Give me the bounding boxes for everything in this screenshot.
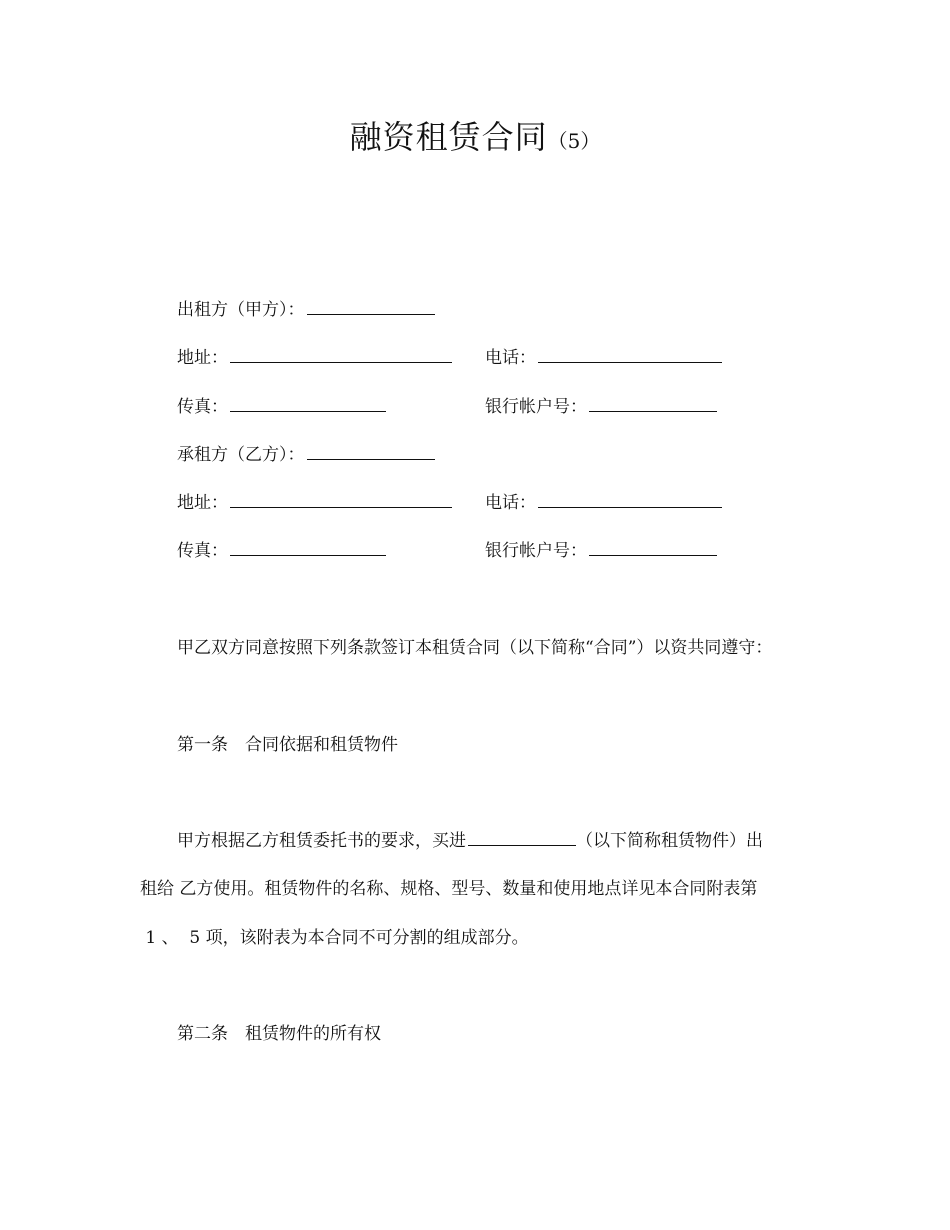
lessor-address-line [177,346,452,370]
lessor-bank-label: 银行帐户号： [485,397,587,417]
lessee-fax-field[interactable] [230,539,386,556]
article1-line2: 租给 乙方使用。租赁物件的名称、规格、型号、数量和使用地点详见本合同附表第 [140,879,758,899]
lessor-address-field[interactable] [230,346,452,363]
lessee-bank-label: 银行帐户号： [485,541,587,561]
lessee-phone-line [485,491,722,515]
lessee-phone-label: 电话： [485,493,536,513]
lessor-fax-line [177,395,386,419]
lessor-name-field[interactable] [307,298,435,315]
leased-item-field[interactable] [468,829,576,846]
lessee-line [177,443,435,467]
lessee-address-label: 地址： [177,493,228,513]
lessee-bank-field[interactable] [589,539,717,556]
lessor-bank-field[interactable] [589,395,717,412]
lessee-address-field[interactable] [230,491,452,508]
article1-line1-start: 甲方根据乙方租赁委托书的要求，买进 [177,831,466,851]
lessee-name-field[interactable] [307,443,435,460]
article1-line1-end: （以下简称租赁物件）出 [576,831,763,851]
title-number: （5） [547,129,601,153]
article1-line3: 1 、 5 项，该附表为本合同不可分割的组成部分。 [140,928,529,948]
lessee-label: 承租方（乙方）： [177,445,305,465]
lessor-line [177,298,435,322]
lessor-phone-field[interactable] [538,346,722,363]
lessor-bank-line [485,395,717,419]
lessee-fax-line [177,539,386,563]
article1-heading: 第一条 合同依据和租赁物件 [177,735,398,755]
lessee-bank-line [485,539,717,563]
lessor-fax-label: 传真： [177,397,228,417]
lessee-phone-field[interactable] [538,491,722,508]
title-main: 融资租赁合同 [349,118,548,156]
lessor-phone-label: 电话： [485,348,536,368]
article1-line1 [177,829,763,853]
lessee-address-line [177,491,452,515]
preamble-text: 甲乙双方同意按照下列条款签订本租赁合同（以下简称“合同”）以资共同遵守： [177,638,773,658]
lessor-phone-line [485,346,722,370]
lessor-fax-field[interactable] [230,395,386,412]
document-title [0,112,950,158]
article2-heading: 第二条 租赁物件的所有权 [177,1024,381,1044]
lessor-label: 出租方（甲方）： [177,300,305,320]
lessee-fax-label: 传真： [177,541,228,561]
lessor-address-label: 地址： [177,348,228,368]
